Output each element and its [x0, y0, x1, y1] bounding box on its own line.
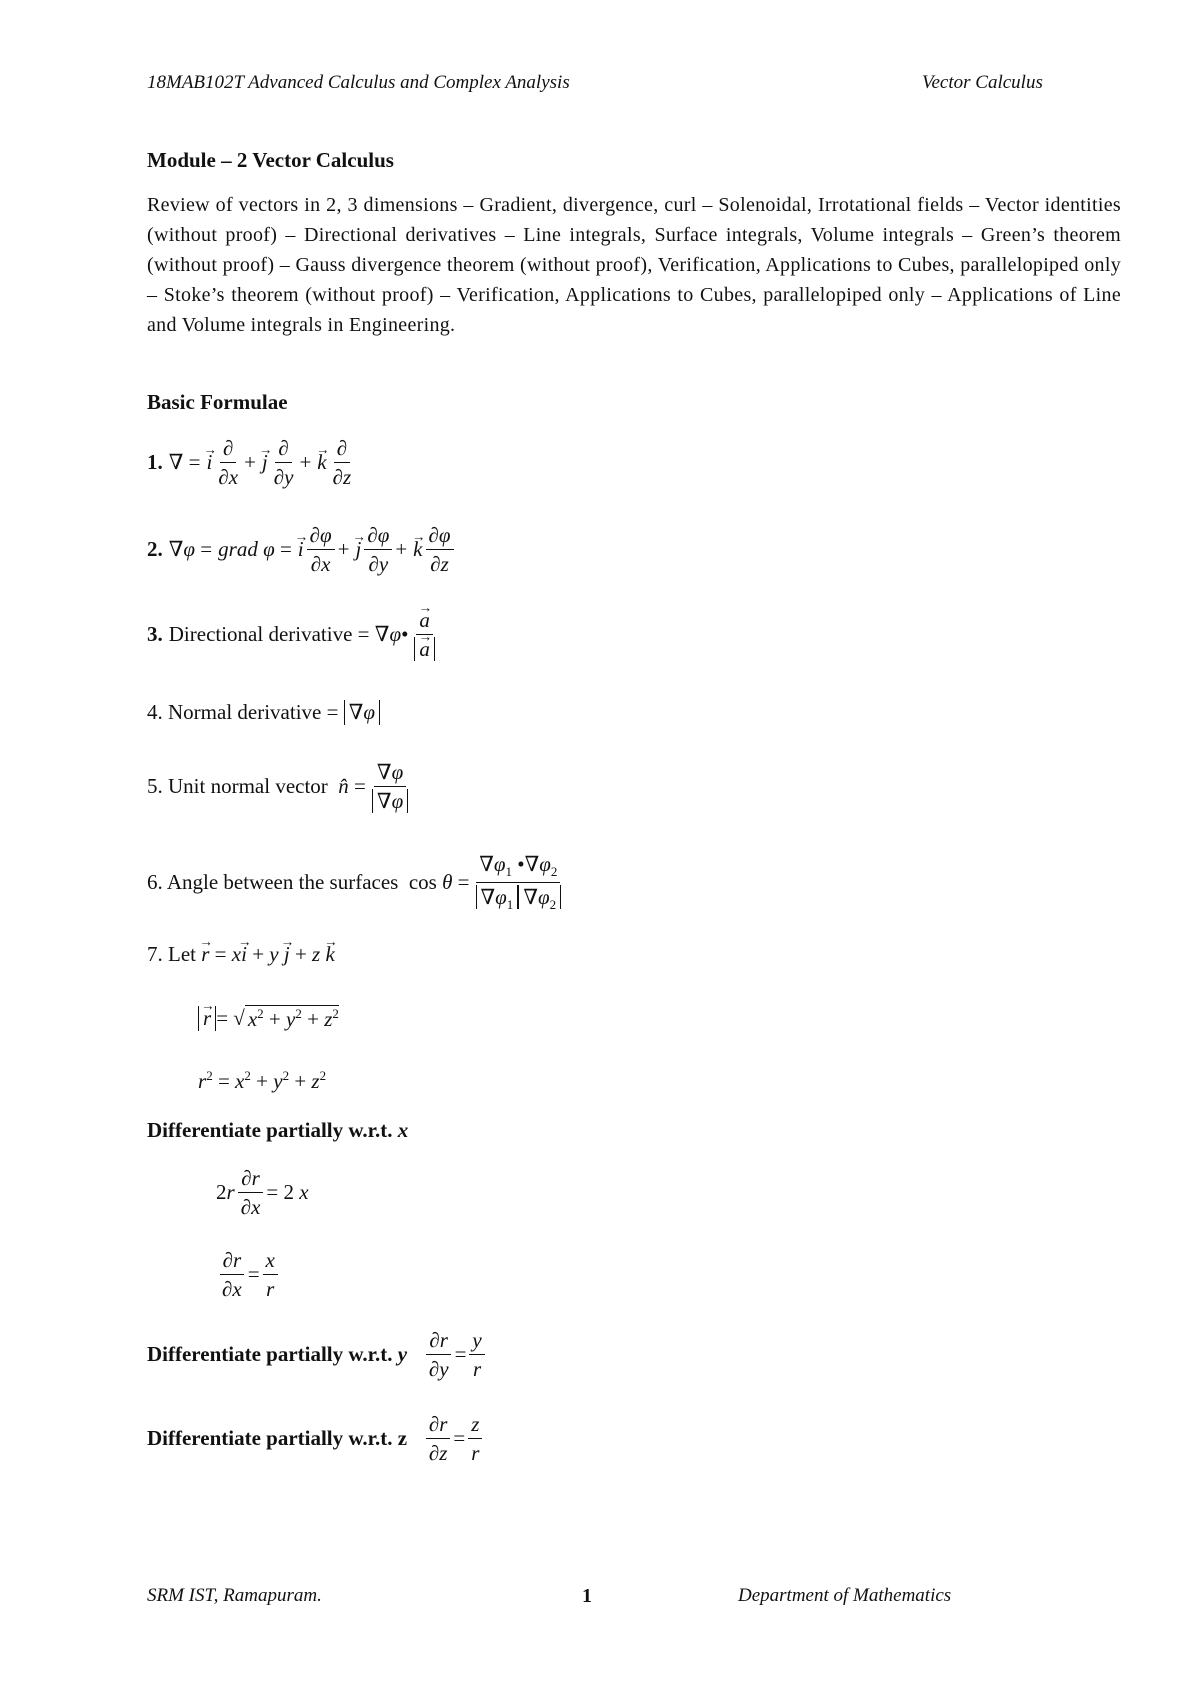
section-title: Basic Formulae	[147, 390, 288, 414]
differentiate-y-row: Differentiate partially w.r.t. y $\frac{\partial r}{\partial y}$ = $\frac{y}{r}$	[147, 1328, 488, 1381]
formula-5-label: 5. Unit normal vector	[147, 774, 328, 799]
page-number: 1	[582, 1585, 592, 1607]
formula-1-del-operator: 1. ∇ = → i $\frac{\partial}{\partial x}$ + → j $\frac{\partial}{\partial y}$ + → k $\frac{\partial}{\partial z}$	[147, 436, 357, 489]
footer-institution: SRM IST, Ramapuram.	[147, 1585, 322, 1606]
differentiate-y-var: y	[397, 1342, 408, 1367]
formula-4-normal-derivative: 4. Normal derivative = ∇φ	[147, 700, 380, 725]
syllabus-paragraph: Review of vectors in 2, 3 dimensions – Gradient, divergence, curl – Solenoidal, Irrotational fields – Vector identities (without proof) – Directional derivatives – Line integrals, Surface integrals, Volume integrals – Green’s theorem (without proof) – Gauss divergence theorem (without proof), Verification, Applications to Cubes, parallelopiped only – Stoke’s theorem (without proof) – Verification, Applications to Cubes, parallelopiped only – Applications of Line and Volume integrals in Engineering.	[147, 194, 1121, 336]
formula-3-directional-derivative: 3. Directional derivative = ∇φ• → a → a	[147, 608, 441, 661]
formula-1-number: 1.	[147, 450, 163, 475]
grad-word: grad	[218, 537, 258, 562]
differentiate-x-text: Differentiate partially w.r.t.	[147, 1118, 393, 1142]
formula-r-squared: $r^2 = x^2 + y^2 + z^2$	[198, 1068, 327, 1093]
cos-word: cos	[408, 870, 437, 895]
formula-2-number: 2.	[147, 537, 163, 562]
formula-7-label: 7. Let	[147, 942, 196, 966]
formula-4-label: 4. Normal derivative =	[147, 700, 339, 724]
formula-2r-dr-dx: 2r $\frac{\partial r}{\partial x}$ = 2 x	[216, 1166, 309, 1220]
differentiate-y-text: Differentiate partially w.r.t.	[147, 1342, 393, 1367]
differentiate-x-var: x	[397, 1118, 409, 1142]
formula-6-angle-between-surfaces: 6. Angle between the surfaces cos θ = $\frac{\nabla\varphi_1 •\nabla\varphi_2}{\nabla\varphi_1 \nabla\varphi_2}$	[147, 852, 567, 913]
formula-3-label: Directional derivative =	[168, 622, 370, 647]
differentiate-z-row: Differentiate partially w.r.t. z $\frac{\partial r}{\partial z}$ = $\frac{z}{r}$	[147, 1412, 485, 1465]
footer-department: Department of Mathematics	[738, 1585, 952, 1606]
header-chapter-title: Vector Calculus	[922, 72, 1043, 93]
formula-dr-dx: $\frac{\partial r}{\partial x}$ = $\frac{x}{r}$	[216, 1248, 281, 1301]
header-course-title: 18MAB102T Advanced Calculus and Complex Analysis	[147, 72, 570, 93]
formula-7-position-vector: 7. Let → r = x→ i + y → j + z → k	[147, 942, 335, 967]
formula-magnitude-r: → r = √ $x^2 + y^2 + z^2$	[198, 1005, 339, 1032]
differentiate-z-text: Differentiate partially w.r.t. z	[147, 1426, 408, 1451]
formula-3-number: 3.	[147, 622, 163, 647]
formula-6-label: 6. Angle between the surfaces	[147, 870, 399, 895]
differentiate-x-heading	[147, 1118, 408, 1143]
module-title: Module – 2 Vector Calculus	[147, 148, 394, 172]
formula-5-unit-normal: 5. Unit normal vector n̂ = $\frac{\nabla\varphi}{\nabla\varphi}$	[147, 760, 414, 813]
formula-2-gradient: 2. ∇φ = grad φ = → i $\frac{\partial\varphi}{\partial x}$ + → j $\frac{\partial\varphi}{\partial y}$ + → k $\frac{\partial\varphi}{\partial z}$	[147, 523, 457, 576]
